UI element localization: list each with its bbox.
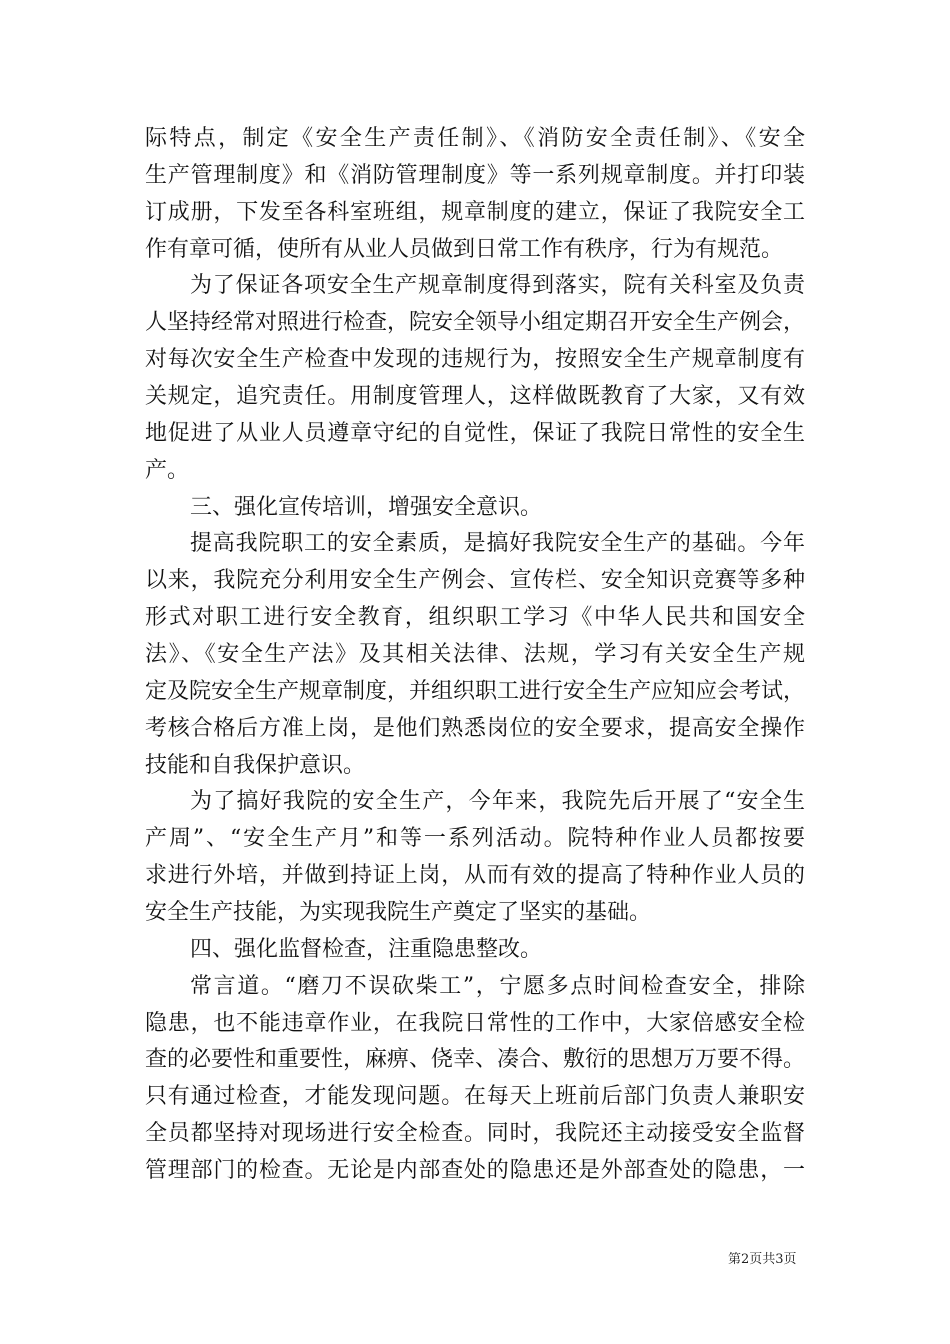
- text-line: 法》、《安全生产法》及其相关法律、法规，学习有关安全生产规: [145, 642, 805, 668]
- text-line: 全员都坚持对现场进行安全检查。同时，我院还主动接受安全监督: [145, 1121, 805, 1147]
- text-line: 技能和自我保护意识。: [145, 752, 366, 778]
- text-line: 只有通过检查，才能发现问题。在每天上班前后部门负责人兼职安: [145, 1084, 805, 1110]
- text-line: 提高我院职工的安全素质，是搞好我院安全生产的基础。今年: [190, 531, 805, 557]
- text-line: 作有章可循，使所有从业人员做到日常工作有秩序，行为有规范。: [145, 236, 784, 262]
- paragraph: [145, 969, 805, 1190]
- paragraph: [145, 526, 805, 784]
- text-line: 产周”、“安全生产月”和等一系列活动。院特种作业人员都按要: [145, 826, 805, 852]
- text-line: 生产管理制度》和《消防管理制度》等一系列规章制度。并打印装: [145, 162, 805, 188]
- text-line: 形式对职工进行安全教育，组织职工学习《中华人民共和国安全: [145, 605, 805, 631]
- text-line: 三、强化宣传培训，增强安全意识。: [190, 494, 543, 520]
- text-line: 为了保证各项安全生产规章制度得到落实，院有关科室及负责: [190, 273, 805, 299]
- text-line: 查的必要性和重要性，麻痹、侥幸、凑合、敷衍的思想万万要不得。: [145, 1047, 806, 1073]
- text-line: 地促进了从业人员遵章守纪的自觉性，保证了我院日常性的安全生: [145, 420, 805, 446]
- paragraph: [145, 490, 805, 527]
- text-line: 四、强化监督检查，注重隐患整改。: [190, 936, 543, 962]
- text-line: 对每次安全生产检查中发现的违规行为，按照安全生产规章制度有: [145, 347, 805, 373]
- text-line: 求进行外培，并做到持证上岗，从而有效的提高了特种作业人员的: [145, 863, 805, 889]
- text-line: 考核合格后方准上岗，是他们熟悉岗位的安全要求，提高安全操作: [145, 715, 805, 741]
- text-line: 以来，我院充分利用安全生产例会、宣传栏、安全知识竞赛等多种: [145, 568, 805, 594]
- text-line: 常言道。“磨刀不误砍柴工”，宁愿多点时间检查安全，排除: [190, 973, 805, 999]
- text-line: 隐患，也不能违章作业，在我院日常性的工作中，大家倍感安全检: [145, 1010, 805, 1036]
- text-line: 订成册，下发至各科室班组，规章制度的建立，保证了我院安全工: [145, 199, 805, 225]
- text-line: 产。: [145, 457, 190, 483]
- text-line: 人坚持经常对照进行检查，院安全领导小组定期召开安全生产例会，: [145, 310, 806, 336]
- paragraph: [145, 268, 805, 489]
- paragraph: [145, 932, 805, 969]
- paragraph: [145, 121, 805, 268]
- text-line: 安全生产技能，为实现我院生产奠定了坚实的基础。: [145, 900, 652, 926]
- page-number: 第2页共3页: [728, 1252, 797, 1267]
- text-line: 管理部门的检查。无论是内部查处的隐患还是外部查处的隐患，一: [145, 1158, 805, 1184]
- document-body: [145, 121, 805, 1190]
- text-line: 际特点，制定《安全生产责任制》、《消防安全责任制》、《安全: [145, 126, 805, 151]
- text-line: 定及院安全生产规章制度，并组织职工进行安全生产应知应会考试，: [145, 678, 806, 704]
- paragraph: [145, 784, 805, 931]
- text-line: 为了搞好我院的安全生产，今年来，我院先后开展了“安全生: [190, 789, 805, 815]
- text-line: 关规定，追究责任。用制度管理人，这样做既教育了大家，又有效: [145, 384, 805, 410]
